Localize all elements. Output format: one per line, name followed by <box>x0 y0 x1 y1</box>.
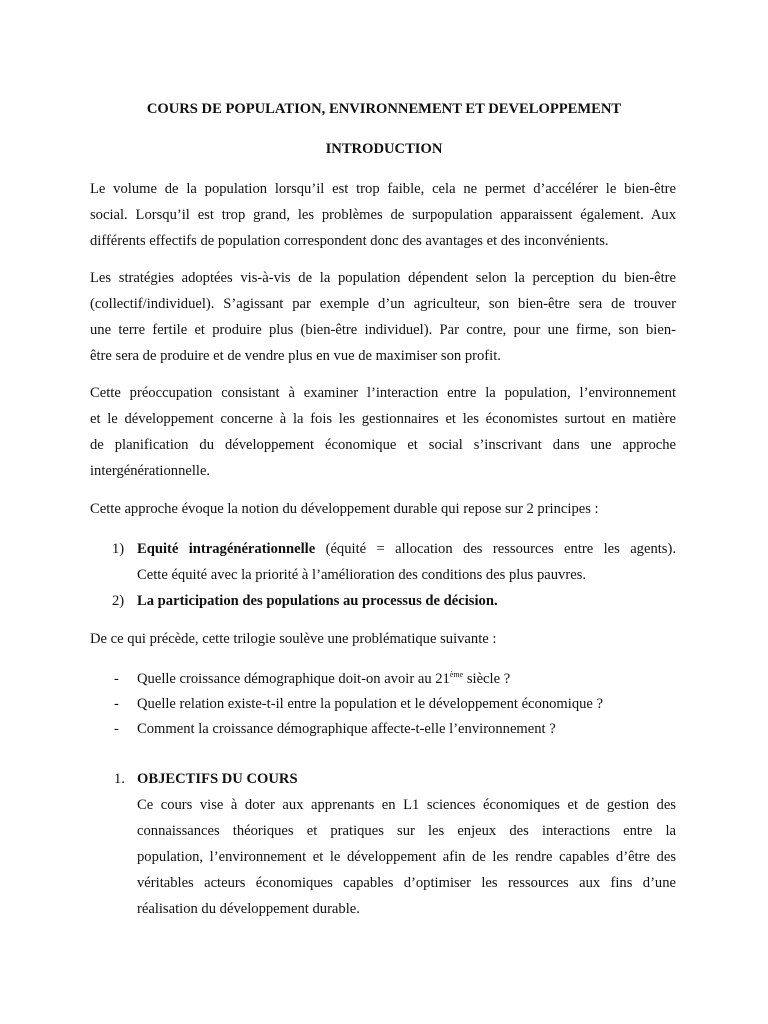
paragraph-line: de planification du développement économique et social s’inscrivant dans une approche <box>90 437 676 453</box>
list-dash: - <box>114 671 119 687</box>
section-title <box>137 766 676 792</box>
principle-line <box>137 588 676 614</box>
paragraph-line: (collectif/individuel). S’agissant par exemple d’un agriculteur, son bien-être sera de trouver <box>90 296 676 312</box>
paragraph-line: Les stratégies adoptées vis-à-vis de la population dépendent selon la perception du bien-être <box>90 270 676 286</box>
section-title-text: OBJECTIFS DU COURS <box>137 771 298 787</box>
paragraph-line: social. Lorsqu’il est trop grand, les problèmes de surpopulation apparaissent également. Aux <box>90 207 676 223</box>
question-text-part: Quelle croissance démographique doit-on avoir au 21 <box>137 671 450 687</box>
section-line: réalisation du développement durable. <box>137 901 360 917</box>
list-number: 2) <box>112 593 125 609</box>
question-text-part: siècle ? <box>463 671 511 687</box>
section-number: 1. <box>114 771 125 787</box>
principle-item-2 <box>90 588 676 614</box>
principle-text: (équité = allocation des ressources entre les agents). <box>315 541 676 557</box>
question-item-2 <box>90 691 676 717</box>
list-dash: - <box>114 696 119 712</box>
document-title: COURS DE POPULATION, ENVIRONNEMENT ET DEVELOPPEMENT <box>146 101 622 117</box>
paragraph-line: être sera de produire et de vendre plus en vue de maximiser son profit. <box>90 348 501 364</box>
paragraph-line: intergénérationnelle. <box>90 463 211 479</box>
paragraph-line: Cette approche évoque la notion du développement durable qui repose sur 2 principes : <box>90 501 599 517</box>
section-objectives <box>90 766 676 922</box>
section-line: connaissances théoriques et pratiques sur les enjeux des interactions entre la <box>137 823 676 839</box>
principle-line <box>137 536 676 562</box>
paragraph-5 <box>90 626 676 652</box>
section-line: population, l’environnement et le développement afin de les rendre capables d’être des <box>137 849 676 865</box>
principle-title: La participation des populations au processus de décision. <box>137 593 498 609</box>
question-item-1 <box>90 666 676 692</box>
section-line: Ce cours vise à doter aux apprenants en L1 sciences économiques et de gestion des <box>137 797 676 813</box>
question-text: Quelle relation existe-t-il entre la population et le développement économique ? <box>137 696 604 712</box>
section-line: véritables acteurs économiques capables d’optimiser les ressources aux fins d’une <box>137 875 676 891</box>
section-heading-introduction: INTRODUCTION <box>325 141 443 157</box>
paragraph-line: Le volume de la population lorsqu’il est trop faible, cela ne permet d’accélérer le bien-être <box>90 181 676 197</box>
question-text: Comment la croissance démographique affecte-t-elle l’environnement ? <box>137 721 556 737</box>
paragraph-3 <box>90 380 676 484</box>
principle-item-1 <box>90 536 676 588</box>
paragraph-4 <box>90 496 676 522</box>
paragraph-line: Cette préoccupation consistant à examiner l’interaction entre la population, l’environnement <box>90 385 676 401</box>
paragraph-2 <box>90 265 676 369</box>
list-dash: - <box>114 721 119 737</box>
principle-title: Equité intragénérationnelle <box>137 541 316 557</box>
question-text <box>137 666 676 692</box>
paragraph-line: différents effectifs de population correspondent donc des avantages et des inconvénients. <box>90 233 609 249</box>
principle-line: Cette équité avec la priorité à l’amélioration des conditions des plus pauvres. <box>137 567 587 583</box>
paragraph-line: De ce qui précède, cette trilogie soulève une problématique suivante : <box>90 631 497 647</box>
list-number: 1) <box>112 541 125 557</box>
paragraph-line: et le développement concerne à la fois les gestionnaires et les économistes surtout en matière <box>90 411 676 427</box>
paragraph-line: une terre fertile et produire plus (bien-être individuel). Par contre, pour une firme, son bien- <box>90 322 676 338</box>
paragraph-1 <box>90 176 676 254</box>
superscript: ème <box>449 670 464 679</box>
question-item-3 <box>90 716 676 742</box>
